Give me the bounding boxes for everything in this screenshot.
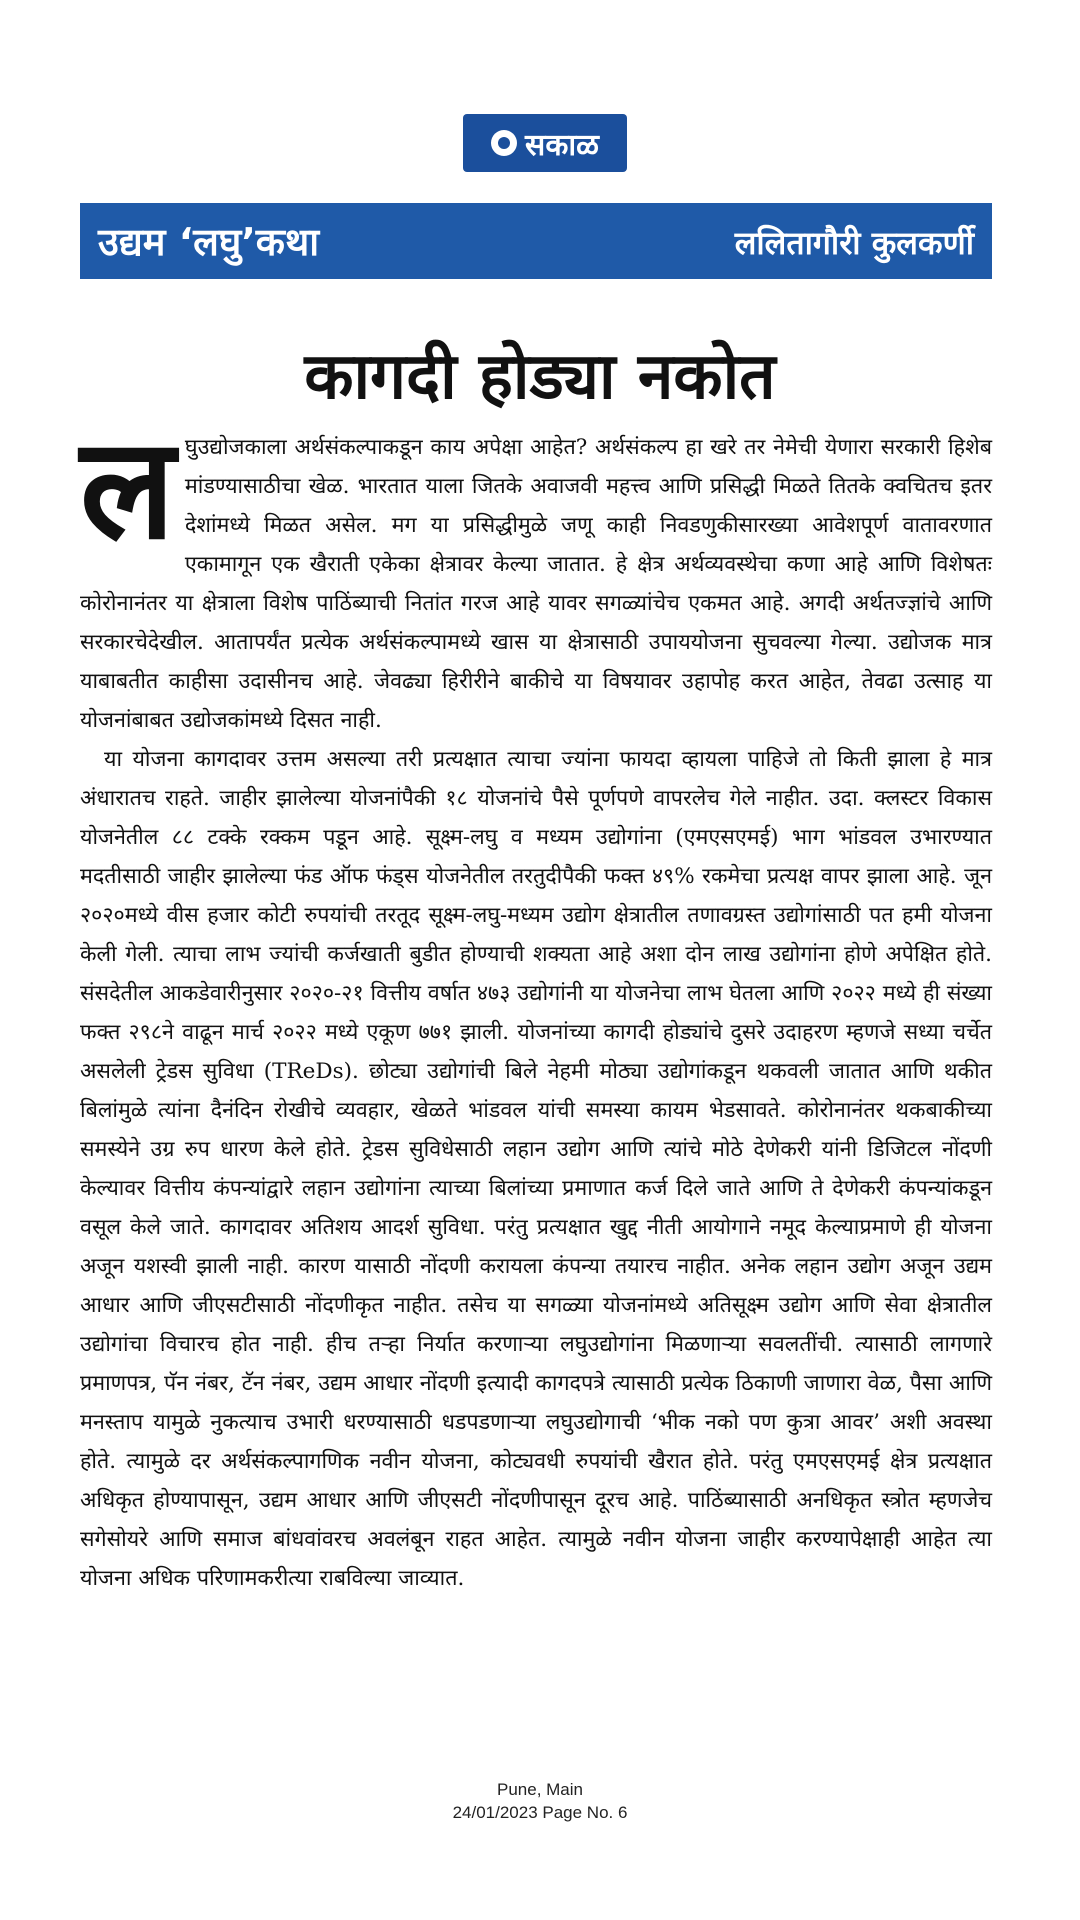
- paragraph-1-text: घुउद्योजकाला अर्थसंकल्पाकडून काय अपेक्षा आहेत? अर्थसंकल्प हा खरे तर नेमेची येणारा सरकारी हिशेब मांडण्यासाठीचा खेळ. भारतात याला जितके अवाजवी महत्त्व आणि प्रसिद्धी मिळते तितके क्वचितच इतर देशांमध्ये मिळत असेल. मग या प्रसिद्धीमुळे जणू काही निवडणुकीसारख्या आवेशपूर्ण वातावरणात एकामागून एक खैराती एकेका क्षेत्रावर केल्या जातात. हे क्षेत्र अर्थव्यवस्थेचा कणा आहे आणि विशेषतः कोरोनानंतर या क्षेत्राला विशेष पाठिंब्याची नितांत गरज आहे यावर सगळ्यांचेच एकमत आहे. अगदी अर्थतज्ज्ञांचे आणि सरकारचेदेखील. आतापर्यंत प्रत्येक अर्थसंकल्पामध्ये खास या क्षेत्रासाठी उपाययोजना सुचवल्या गेल्या. उद्योजक मात्र याबाबतीत काहीसा उदासीनच आहे. जेवढ्या हिरीरीने बाकीचे या विषयावर उहापोह करत आहेत, तेवढा उत्साह या योजनांबाबत उद्योजकांमध्ये दिसत नाही.: [80, 435, 992, 733]
- edition-label: Pune, Main: [497, 1780, 583, 1799]
- author-name: ललितागौरी कुलकर्णी: [734, 224, 974, 262]
- column-header-band: [80, 203, 992, 279]
- drop-cap: ल: [80, 408, 175, 571]
- column-title: उद्यम ‘लघु’कथा: [98, 220, 320, 264]
- sakal-emblem-icon: [491, 130, 517, 156]
- masthead-logo-text: सकाळ: [525, 127, 599, 163]
- paragraph-2-text: या योजना कागदावर उत्तम असल्या तरी प्रत्यक्षात त्याचा ज्यांना फायदा व्हायला पाहिजे तो किती झाला हे मात्र अंधारातच राहते. जाहीर झालेल्या योजनांपैकी १८ योजनांचे पैसे पूर्णपणे वापरलेच गेले नाहीत. उदा. क्लस्टर विकास योजनेतील ८८ टक्के रक्कम पडून आहे. सूक्ष्म-लघु व मध्यम उद्योगांना (एमएसएमई) भाग भांडवल उभारण्यात मदतीसाठी जाहीर झालेल्या फंड ऑफ फंड्स योजनेतील तरतुदीपैकी फक्त ४९% रकमेचा प्रत्यक्ष वापर झाला आहे. जून २०२०मध्ये वीस हजार कोटी रुपयांची तरतूद सूक्ष्म-लघु-मध्यम उद्योग क्षेत्रातील तणावग्रस्त उद्योगांसाठी पत हमी योजना केली गेली. त्याचा लाभ ज्यांची कर्जखाती बुडीत होण्याची शक्यता आहे अशा दोन लाख उद्योगांना होणे अपेक्षित होते. संसदेतील आकडेवारीनुसार २०२०-२१ वित्तीय वर्षात ४७३ उद्योगांनी या योजनेचा लाभ घेतला आणि २०२२ मध्ये ही संख्या फक्त २९८ने वाढून मार्च २०२२ मध्ये एकूण ७७१ झाली. योजनांच्या कागदी होड्यांचे दुसरे उदाहरण म्हणजे सध्या चर्चेत असलेली ट्रेडस सुविधा (TReDs). छोट्या उद्योगांची बिले नेहमी मोठ्या उद्योगांकडून थकवली जातात आणि थकीत बिलांमुळे त्यांना दैनंदिन रोखीचे व्यवहार, खेळते भांडवल यांची समस्या कायम भेडसावते. कोरोनानंतर थकबाकीच्या समस्येने उग्र रुप धारण केले होते. ट्रेडस सुविधेसाठी लहान उद्योग आणि त्यांचे मोठे देणेकरी यांनी डिजिटल नोंदणी केल्यावर वित्तीय कंपन्यांद्वारे लहान उद्योगांना त्याच्या बिलांच्या प्रमाणात कर्ज दिले जाते आणि ते देणेकरी कंपन्यांकडून वसूल केले जाते. कागदावर अतिशय आदर्श सुविधा. परंतु प्रत्यक्षात खुद्द नीती आयोगाने नमूद केल्याप्रमाणे ही योजना अजून यशस्वी झाली नाही. कारण यासाठी नोंदणी करायला कंपन्या तयारच नाहीत. अनेक लहान उद्योग अजून उद्यम आधार आणि जीएसटीसाठी नोंदणीकृत नाहीत. तसेच या सगळ्या योजनांमध्ये अतिसूक्ष्म उद्योग आणि सेवा क्षेत्रातील उद्योगांचा विचारच होत नाही. हीच तऱ्हा निर्यात करणाऱ्या लघुउद्योगांना मिळणाऱ्या सवलतींची. त्यासाठी लागणारे प्रमाणपत्र, पॅन नंबर, टॅन नंबर, उद्यम आधार नोंदणी इत्यादी कागदपत्रे त्यासाठी प्रत्येक ठिकाणी जाणारा वेळ, पैसा आणि मनस्ताप यामुळे नुकत्याच उभारी धरण्यासाठी धडपडणाऱ्या लघुउद्योगाची ‘भीक नको पण कुत्रा आवर’ अशी अवस्था होते. त्यामुळे दर अर्थसंकल्पागणिक नवीन योजना, कोट्यवधी रुपयांची खैरात होते. परंतु एमएसएमई क्षेत्र प्रत्यक्षात अधिकृत होण्यापासून, उद्यम आधार आणि जीएसटी नोंदणीपासून दूरच आहे. पाठिंब्यासाठी अनधिकृत स्त्रोत म्हणजेच सगेसोयरे आणि समाज बांधवांवरच अवलंबून राहत आहेत. त्यामुळे नवीन योजना जाहीर करण्यापेक्षाही आहेत त्या योजना अधिक परिणामकरीत्या राबविल्या जाव्यात.: [80, 747, 992, 1591]
- article-paragraph: [80, 740, 992, 1598]
- page-footer: [0, 1778, 1080, 1824]
- article-body: [80, 408, 992, 1758]
- article-paragraph: [80, 408, 992, 740]
- date-page-label: 24/01/2023 Page No. 6: [452, 1803, 628, 1822]
- article-headline: कागदी होड्या नकोत: [304, 340, 776, 414]
- masthead-logo: [463, 114, 627, 172]
